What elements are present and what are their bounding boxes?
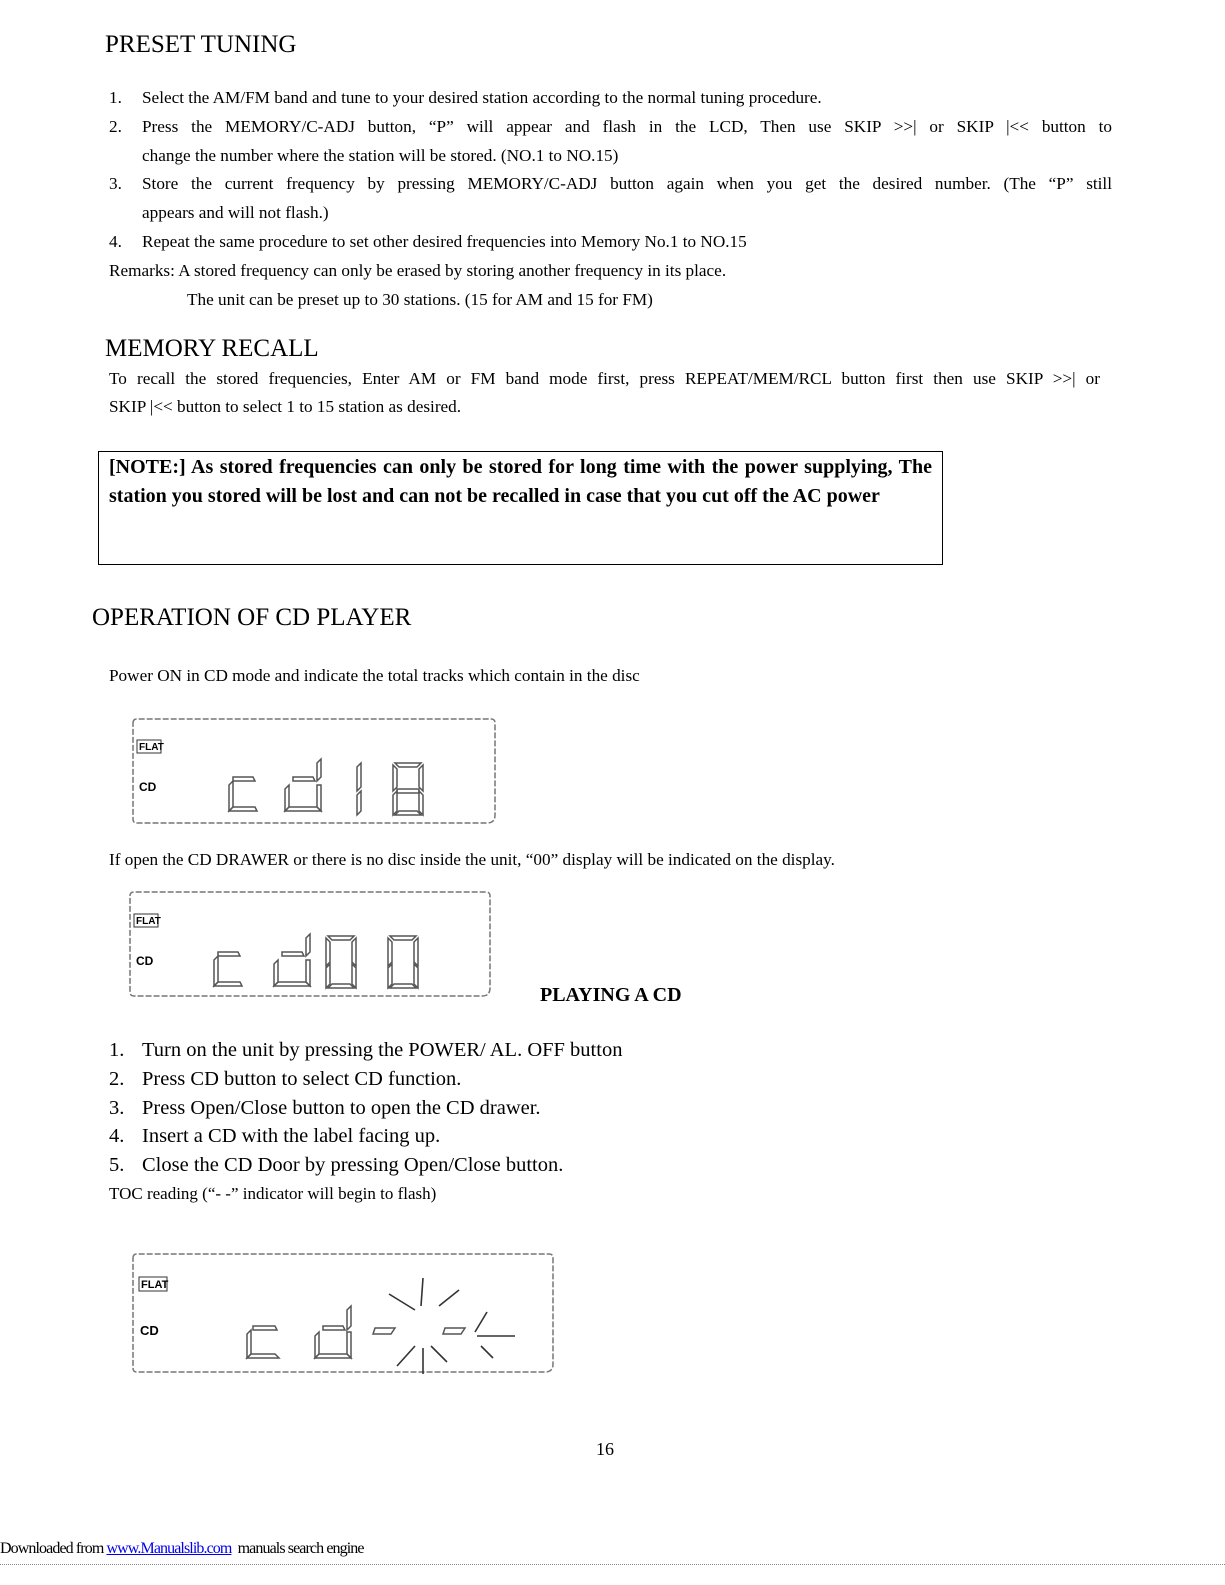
step-text: Turn on the unit by pressing the POWER/ AL. OFF button	[142, 1039, 623, 1061]
play-step-4	[109, 1125, 440, 1148]
memory-recall-heading: MEMORY RECALL	[105, 335, 319, 362]
page-number: 16	[596, 1439, 614, 1459]
seg-digit-8	[393, 763, 423, 815]
drawer-note: If open the CD DRAWER or there is no disc inside the unit, “00” display will be indicated on the display.	[109, 850, 835, 869]
seg-digit-d	[274, 934, 310, 986]
step-number: 1.	[109, 88, 122, 107]
lcd-cd-label: CD	[140, 1323, 159, 1338]
step-number: 3.	[109, 174, 122, 193]
lcd-cd-label: CD	[139, 780, 157, 794]
play-step-1	[109, 1039, 622, 1062]
step-number: 3.	[109, 1097, 125, 1119]
lcd-flat-label: FLAT	[136, 916, 161, 927]
step-number: 4.	[109, 232, 122, 251]
step-text: Press Open/Close button to open the CD drawer.	[142, 1097, 541, 1119]
manualslib-link[interactable]: www.Manualslib.com	[106, 1540, 232, 1557]
seg-digit-c	[247, 1326, 279, 1358]
lcd-cd-label: CD	[136, 954, 154, 968]
preset-step-4	[109, 227, 1112, 256]
cd-intro: Power ON in CD mode and indicate the total tracks which contain in the disc	[109, 666, 640, 685]
toc-note: TOC reading (“- -” indicator will begin to flash)	[109, 1184, 437, 1203]
seg-digit-0a	[326, 936, 356, 988]
note-text: [NOTE:] As stored frequencies can only be stored for long time with the power supplying, The station you stored will be lost and can not be recalled in case that you cut off the AC power	[109, 456, 932, 507]
preset-tuning-heading: PRESET TUNING	[105, 31, 297, 58]
step-text: Insert a CD with the label facing up.	[142, 1125, 441, 1147]
step-text-line2: appears and will not flash.)	[142, 203, 329, 222]
footer-suffix: manuals search engine	[231, 1540, 364, 1557]
playing-cd-heading: PLAYING A CD	[540, 984, 682, 1006]
preset-step-2	[109, 112, 1112, 170]
lcd-flat-label: FLAT	[139, 742, 164, 753]
play-step-2	[109, 1068, 461, 1091]
lcd-display-cd00	[122, 888, 502, 1003]
step-number: 2.	[109, 1068, 125, 1090]
footer-divider	[0, 1564, 1225, 1565]
step-text-line1: Store the current frequency by pressing MEMORY/C-ADJ button again when you get the desired number. (The “P” still	[142, 174, 1112, 193]
footer-prefix: Downloaded from	[0, 1540, 107, 1557]
lcd-flat-label: FLAT	[141, 1279, 169, 1291]
step-text: Select the AM/FM band and tune to your desired station according to the normal tuning procedure.	[142, 88, 822, 107]
note-box	[98, 451, 943, 565]
remarks-line-2: The unit can be preset up to 30 stations. (15 for AM and 15 for FM)	[187, 290, 653, 309]
seg-digit-d	[285, 759, 321, 811]
lcd-display-cd18	[125, 715, 505, 830]
seg-digit-1	[357, 763, 361, 815]
seg-digit-c	[229, 777, 257, 811]
step-text-line1: Press the MEMORY/C-ADJ button, “P” will appear and flash in the LCD, Then use SKIP >>| or SKIP |<< button to	[142, 117, 1112, 136]
play-step-5	[109, 1154, 563, 1177]
dash-segment-2	[443, 1328, 465, 1334]
flash-indicator-lines	[389, 1278, 515, 1374]
step-number: 2.	[109, 117, 122, 136]
memory-recall-line-2: SKIP |<< button to select 1 to 15 station as desired.	[109, 397, 462, 416]
footer-attribution	[0, 1540, 364, 1558]
remarks-line-1: Remarks: A stored frequency can only be erased by storing another frequency in its place.	[109, 261, 727, 280]
seg-digit-0b	[388, 936, 418, 988]
step-text: Close the CD Door by pressing Open/Close button.	[142, 1154, 564, 1176]
preset-step-3	[109, 169, 1112, 227]
seg-digit-d	[315, 1306, 351, 1358]
step-number: 5.	[109, 1154, 125, 1176]
step-number: 4.	[109, 1125, 125, 1147]
step-text: Repeat the same procedure to set other desired frequencies into Memory No.1 to NO.15	[142, 232, 747, 251]
step-text-line2: change the number where the station will be stored. (NO.1 to NO.15)	[142, 146, 619, 165]
step-number: 1.	[109, 1039, 125, 1061]
step-text: Press CD button to select CD function.	[142, 1068, 462, 1090]
lcd-display-toc-reading	[125, 1248, 565, 1378]
dash-segment-1	[373, 1328, 395, 1334]
seg-digit-c	[214, 952, 242, 986]
play-step-3	[109, 1097, 541, 1120]
memory-recall-line-1: To recall the stored frequencies, Enter AM or FM band mode first, press REPEAT/MEM/RCL button first then use SKIP >>| or	[109, 369, 1100, 388]
cd-player-heading: OPERATION OF CD PLAYER	[92, 604, 412, 631]
preset-step-1	[109, 83, 1112, 112]
